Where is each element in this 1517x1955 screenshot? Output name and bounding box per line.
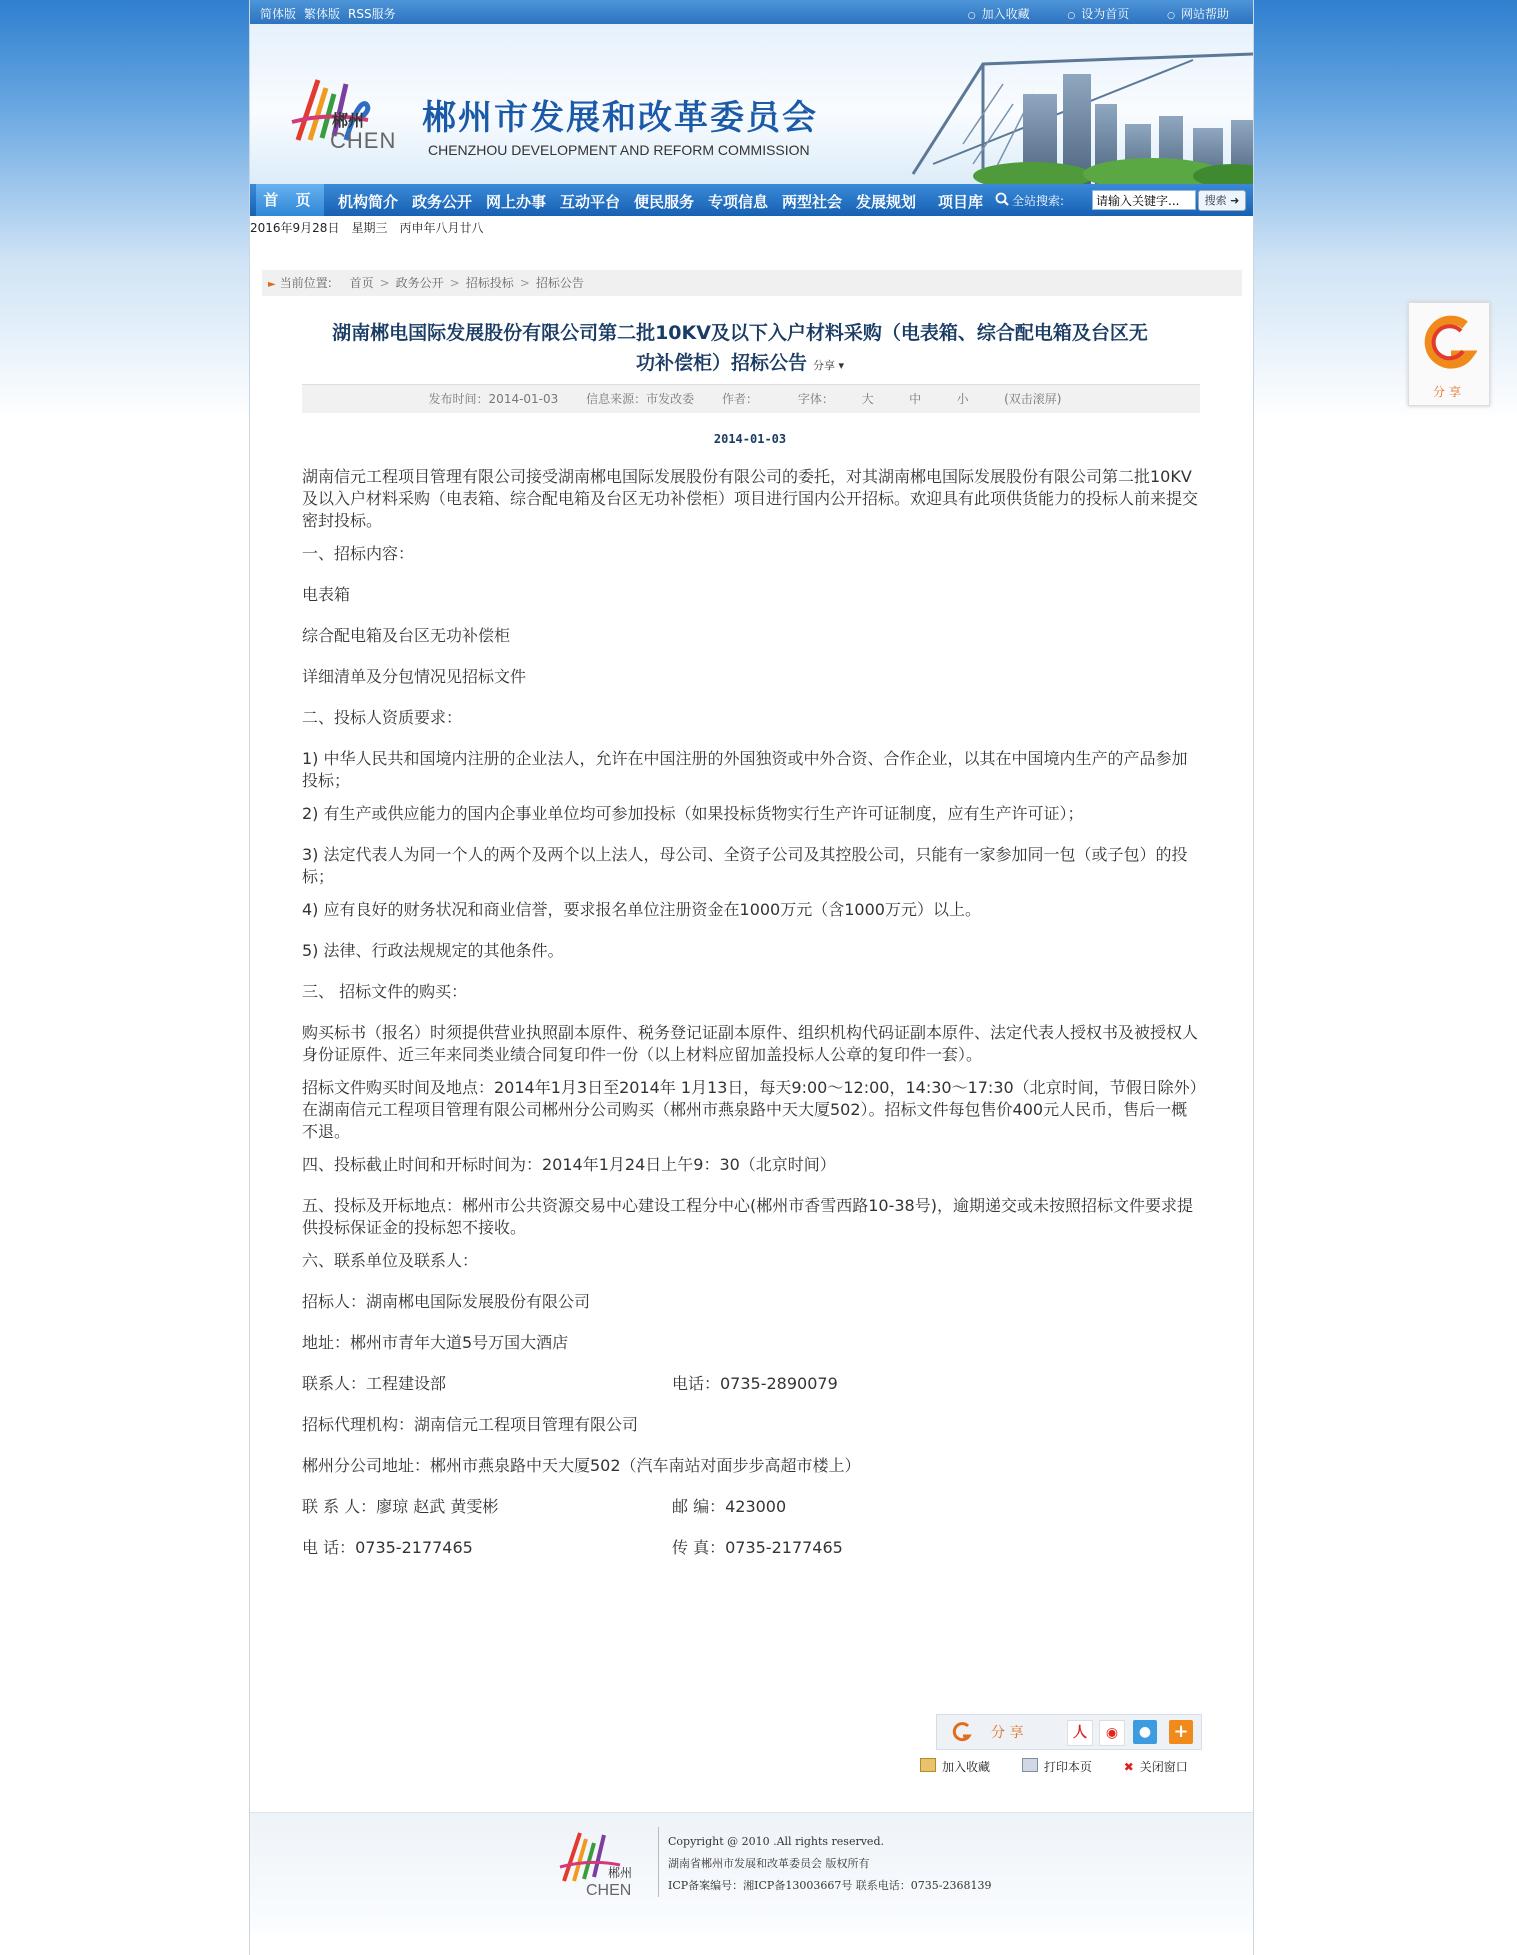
nav-org-intro[interactable]: 机构简介 xyxy=(338,193,399,211)
paragraph: 综合配电箱及台区无功补偿柜 xyxy=(302,626,511,645)
share-logo-icon xyxy=(951,1721,973,1743)
floating-share-widget[interactable] xyxy=(1408,302,1490,406)
search-icon xyxy=(995,192,1009,206)
font-small-button[interactable]: 小 xyxy=(956,392,969,406)
site-title: 郴州市发展和改革委员会 xyxy=(422,98,818,138)
agency-contacts: 联 系 人：廖琼 赵武 黄雯彬 xyxy=(302,1497,499,1516)
paragraph: 2) 有生产或供应能力的国内企事业单位均可参加投标（如果投标货物实行生产许可证制度，应有生产许可证）； xyxy=(302,804,1084,823)
article-meta xyxy=(302,384,1200,413)
nav-two-type-society[interactable]: 两型社会 xyxy=(782,193,843,211)
contact-row xyxy=(302,1496,1202,1518)
nav-interaction[interactable]: 互动平台 xyxy=(560,193,621,211)
paragraph: 4) 应有良好的财务状况和商业信誉，要求报名单位注册资金在1000万元（含1000万元）以上。 xyxy=(302,900,981,919)
folder-icon xyxy=(920,1758,936,1772)
current-date: 2016年9月28日 xyxy=(250,221,340,235)
search-button-label: 搜索 xyxy=(1204,194,1227,207)
paragraph: 招标文件购买时间及地点：2014年1月3日至2014年 1月13日，每天9:00～12:00，14:30～17:30（北京时间，节假日除外）在湖南信元工程项目管理有限公司郴州分公司购买（郴州市燕泉路中天大厦502）。招标文件每包售价400元人民币，售后一概不退。 xyxy=(302,1078,1198,1141)
paragraph: 二、投标人资质要求： xyxy=(302,708,463,727)
add-favorite-tool[interactable] xyxy=(920,1760,990,1774)
set-home-link[interactable]: ○ 设为首页 xyxy=(1067,7,1129,21)
branch-address: 郴州分公司地址：郴州市燕泉路中天大厦502（汽车南站对面步步高超市楼上） xyxy=(302,1456,861,1475)
contact-person: 联系人：工程建设部 xyxy=(302,1374,447,1393)
printer-icon xyxy=(1022,1758,1038,1772)
paragraph: 一、招标内容： xyxy=(302,544,415,563)
paragraph: 三、 招标文件的购买： xyxy=(302,982,468,1001)
publish-time: 发布时间：2014-01-03 xyxy=(428,392,559,406)
paragraph: 5) 法律、行政法规规定的其他条件。 xyxy=(302,941,564,960)
paragraph: 五、投标及开标地点：郴州市公共资源交易中心建设工程分中心(郴州市香雪西路10-38号)，逾期递交或未按照招标文件要求提供投标保证金的投标恕不接收。 xyxy=(302,1196,1193,1237)
qzone-share-icon[interactable]: ● xyxy=(1133,1720,1157,1744)
weibo-share-icon[interactable]: ◉ xyxy=(1099,1720,1125,1746)
info-source: 信息来源：市发改委 xyxy=(586,392,695,406)
add-favorite-tool-label: 加入收藏 xyxy=(942,1760,991,1774)
breadcrumb-arrow-icon: ► xyxy=(268,279,276,290)
article-title-line1: 湖南郴电国际发展股份有限公司第二批10KV及以下入户材料采购（电表箱、综合配电箱及台区无 xyxy=(332,322,1148,344)
nav-development-plan[interactable]: 发展规划 xyxy=(856,193,917,211)
double-click-scroll-hint: (双击滚屏) xyxy=(1004,392,1062,406)
paragraph: 3) 法定代表人为同一个人的两个及两个以上法人，母公司、全资子公司及其控股公司，只能有一家参加同一包（或子包）的投标； xyxy=(302,845,1188,886)
people-daily-share-icon[interactable]: 人 xyxy=(1067,1720,1093,1746)
footer xyxy=(250,1812,1253,1933)
nav-special-info[interactable]: 专项信息 xyxy=(708,193,769,211)
nav-project-library[interactable]: 项目库 xyxy=(938,193,984,211)
print-tool-label: 打印本页 xyxy=(1043,1760,1092,1774)
footer-text xyxy=(668,1831,992,1897)
paragraph: 购买标书（报名）时须提供营业执照副本原件、税务登记证副本原件、组织机构代码证副本原件、法定代表人授权书及被授权人身份证原件、近三年来同类业绩合同复印件一份（以上材料应留加盖投标人公章的复印件一套）。 xyxy=(302,1023,1199,1064)
agency-phone: 电 话：0735-2177465 xyxy=(302,1538,473,1557)
date-bar xyxy=(250,216,1253,240)
floating-share-label: 分享 xyxy=(1432,385,1465,399)
breadcrumb-home[interactable]: 首页 xyxy=(349,276,374,290)
paragraph: 电表箱 xyxy=(302,585,351,604)
simplified-link[interactable]: 简体版 xyxy=(260,7,297,21)
logo-caption: 郴州 xyxy=(332,111,365,130)
font-medium-button[interactable]: 中 xyxy=(909,392,922,406)
arrow-right-icon: ➜ xyxy=(1230,194,1240,207)
copyright: Copyright @ 2010 .All rights reserved. xyxy=(668,1835,884,1848)
share-logo-icon xyxy=(1421,311,1477,377)
contact-row xyxy=(302,1373,1202,1395)
footer-divider xyxy=(658,1827,659,1897)
postcode: 邮 编：423000 xyxy=(672,1497,787,1516)
agency-fax: 传 真：0735-2177465 xyxy=(672,1538,843,1557)
breadcrumb-gov-affairs[interactable]: 政务公开 xyxy=(395,276,444,290)
current-weekday: 星期三 xyxy=(351,221,388,235)
font-size-control xyxy=(786,392,1074,406)
breadcrumb xyxy=(262,270,1242,296)
breadcrumb-separator-icon: > xyxy=(449,276,460,290)
nav-home[interactable]: 首 页 xyxy=(256,184,324,216)
traditional-link[interactable]: 繁体版 xyxy=(304,7,341,21)
search-input[interactable] xyxy=(1092,190,1196,210)
nav-gov-affairs[interactable]: 政务公开 xyxy=(412,193,473,211)
article-title xyxy=(300,318,1180,381)
article-body xyxy=(302,466,1202,1578)
site-subtitle: CHENZHOU DEVELOPMENT AND REFORM COMMISSION xyxy=(428,142,810,158)
nav-public-service[interactable]: 便民服务 xyxy=(634,193,695,211)
rss-link[interactable]: RSS服务 xyxy=(348,7,396,21)
share-bar xyxy=(936,1714,1202,1750)
article-title-line2: 功补偿柜）招标公告 xyxy=(635,352,807,374)
page-container xyxy=(249,0,1254,1955)
add-favorite-link[interactable]: ○ 加入收藏 xyxy=(968,7,1030,21)
article-date: 2014-01-03 xyxy=(713,432,787,446)
close-window-tool-label: 关闭窗口 xyxy=(1139,1760,1188,1774)
contact-row xyxy=(302,1537,1202,1559)
search-label: 全站搜索: xyxy=(1012,194,1065,208)
paragraph: 详细清单及分包情况见招标文件 xyxy=(302,667,527,686)
footer-logo-en: CHEN xyxy=(586,1882,632,1899)
paragraph: 招标人：湖南郴电国际发展股份有限公司 xyxy=(302,1292,591,1311)
breadcrumb-bidding[interactable]: 招标投标 xyxy=(465,276,514,290)
breadcrumb-label: 当前位置: xyxy=(279,276,332,290)
icp-info: ICP备案编号：湘ICP备13003667号 联系电话：0735-2368139 xyxy=(668,1879,992,1892)
more-share-icon[interactable]: + xyxy=(1169,1720,1193,1744)
font-large-button[interactable]: 大 xyxy=(861,392,874,406)
copyright-owner: 湖南省郴州市发展和改革委员会 版权所有 xyxy=(668,1857,870,1870)
logo-subcaption: CHEN xyxy=(330,128,397,153)
paragraph: 六、联系单位及联系人： xyxy=(302,1251,479,1270)
author: 作者： xyxy=(721,392,758,406)
breadcrumb-separator-icon: > xyxy=(519,276,530,290)
search-button[interactable] xyxy=(1198,190,1246,211)
font-size-label: 字体： xyxy=(797,392,834,406)
agency-name: 招标代理机构：湖南信元工程项目管理有限公司 xyxy=(302,1415,639,1434)
footer-logo-icon xyxy=(556,1825,646,1899)
footer-logo-cn: 郴州 xyxy=(608,1866,633,1880)
lunar-date: 丙申年八月廿八 xyxy=(399,221,484,235)
breadcrumb-announcement[interactable]: 招标公告 xyxy=(535,276,584,290)
share-mini-button[interactable] xyxy=(813,359,844,372)
help-link[interactable]: ○ 网站帮助 xyxy=(1167,7,1229,21)
close-icon: ✖ xyxy=(1123,1760,1134,1774)
header-banner xyxy=(250,24,1253,184)
print-tool[interactable] xyxy=(1022,1760,1092,1774)
top-bar xyxy=(250,0,1253,24)
paragraph: 地址：郴州市青年大道5号万国大酒店 xyxy=(302,1333,569,1352)
share-mini-label: 分享 xyxy=(812,359,835,372)
page-tools xyxy=(920,1758,1216,1775)
contact-phone: 电话：0735-2890079 xyxy=(672,1374,838,1393)
paragraph: 1) 中华人民共和国境内注册的企业法人，允许在中国注册的外国独资或中外合资、合作企业，以其在中国境内生产的产品参加投标； xyxy=(302,749,1188,790)
close-window-tool[interactable] xyxy=(1124,1760,1188,1774)
main-nav xyxy=(250,184,1253,216)
chevron-down-icon: ▾ xyxy=(838,359,845,372)
nav-online-service[interactable]: 网上办事 xyxy=(486,193,547,211)
paragraph: 湖南信元工程项目管理有限公司接受湖南郴电国际发展股份有限公司的委托，对其湖南郴电国际发展股份有限公司第二批10KV及以入户材料采购（电表箱、综合配电箱及台区无功补偿柜）项目进行国内公开招标。欢迎具有此项供货能力的投标人前来提交密封投标。 xyxy=(302,467,1199,530)
city-skyline-image xyxy=(733,24,1253,184)
share-label: 分 享 xyxy=(991,1725,1024,1741)
breadcrumb-separator-icon: > xyxy=(379,276,390,290)
paragraph: 四、投标截止时间和开标时间为：2014年1月24日上午9：30（北京时间） xyxy=(302,1155,836,1174)
